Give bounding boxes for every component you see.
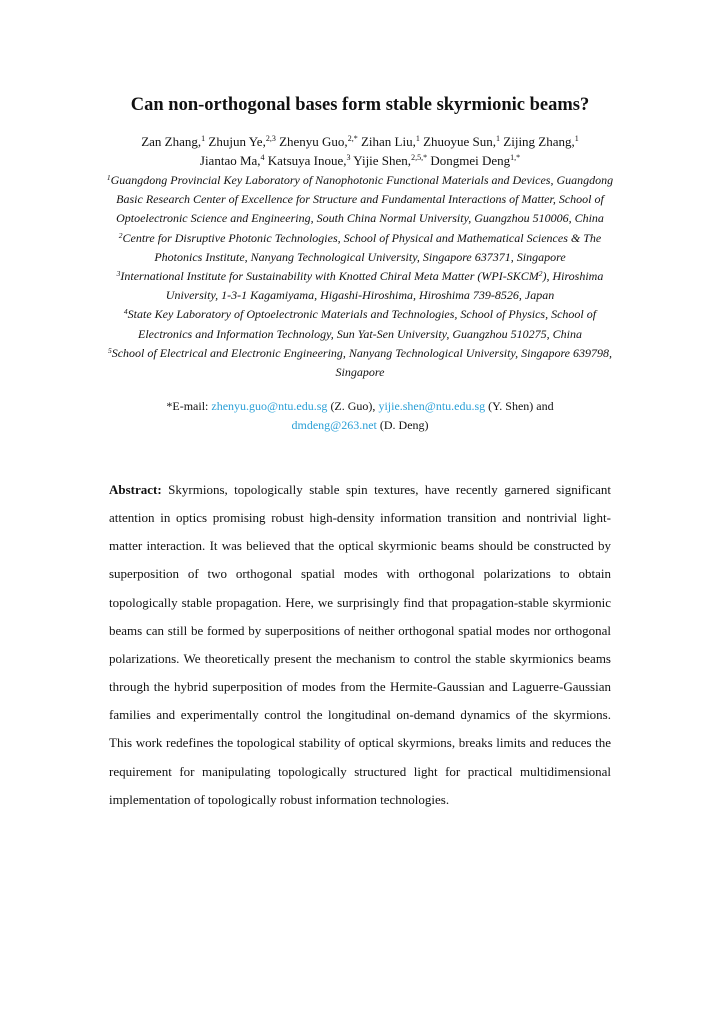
author-list: [90, 132, 630, 170]
author: Zhuoyue Sun,$^1$: [423, 134, 501, 149]
author: Zhenyu Guo,$^{2,*}$: [279, 134, 358, 149]
author: Zan Zhang,$^1$: [141, 134, 206, 149]
affiliation-5: $^5$School of Electrical and Electronic Engineering, Nanyang Technological University, Singapore 639798, Singapore: [107, 345, 612, 380]
email-link-deng[interactable]: dmdeng@263.net: [291, 418, 377, 433]
abstract-text: Skyrmions, topologically stable spin textures, have recently garnered significant attention in optics promising robust high-density information transition and nontrivial light-matter interaction. It was believed that the optical skyrmionic beams should be constructed by superposition of two orthogonal spatial modes with orthogonal polarizations to obtain topologically stable propagation. Here, we surprisingly find that propagation-stable skyrmionic beams can still be formed by superpositions of neither orthogonal spatial modes nor orthogonal polarizations. We theoretically present the mechanism to control the stable skyrmionics beams through the hybrid superposition of modes from the Hermite-Gaussian and Laguerre-Gaussian families and experimentally control the longitudinal on-demand dynamics of the skyrmions. This work redefines the topological stability of optical skyrmions, breaks limits and reduces the requirement for manipulating topologically structured light for practical multidimensional implementation of topologically robust information technologies.: [109, 482, 611, 807]
author: Zijing Zhang,$^1$: [503, 134, 579, 149]
affiliation-4: $^4$State Key Laboratory of Optoelectronic Materials and Technologies, School of Physics, School of Electronics and Information Technology, Sun Yat-Sen University, Guangzhou 510275, China: [123, 307, 597, 341]
paper-title: Can non-orthogonal bases form stable skyrmionic beams?: [130, 95, 590, 115]
author: Dongmei Deng$^{1,*}$: [430, 153, 521, 168]
affiliation-3: $^3$International Institute for Sustainability with Knotted Chiral Meta Matter (WPI-SKCM$^2$), Hiroshima University, 1-3-1 Kagamiyama, Higashi-Hiroshima, Hiroshima 739-8526, Japan: [116, 269, 604, 303]
email-link-shen[interactable]: yijie.shen@ntu.edu.sg: [378, 399, 486, 413]
author: Yijie Shen,$^{2,5,*}$: [353, 153, 428, 168]
abstract-label: Abstract:: [109, 482, 162, 497]
author: Katsuya Inoue,$^3$: [267, 153, 351, 168]
abstract: [109, 476, 611, 814]
author: Jiantao Ma,$^4$: [199, 153, 265, 168]
affiliation-1: $^1$Guangdong Provincial Key Laboratory of Nanophotonic Functional Materials and Devices, Guangdong Basic Research Center of Excellence for Structure and Fundamental Interactions of Matter, School of Optoelectronic Science and Engineering, South China Normal University, Guangzhou 510006, China: [106, 173, 614, 226]
affiliation-2: $^2$Centre for Disruptive Photonic Technologies, School of Physical and Mathematical Sciences & The Photonics Institute, Nanyang Technological University, Singapore 637371, Singapore: [118, 230, 602, 264]
author: Zhujun Ye,$^{2,3}$: [208, 134, 276, 149]
corresponding-email: *E-mail: zhenyu.guo@ntu.edu.sg (Z. Guo), yijie.shen@ntu.edu.sg (Y. Shen) and dmdeng@263.net (D. Deng): [166, 399, 554, 433]
affiliation-list: [100, 171, 620, 382]
email-link-guo[interactable]: zhenyu.guo@ntu.edu.sg: [211, 399, 328, 413]
author: Zihan Liu,$^1$: [360, 134, 420, 149]
